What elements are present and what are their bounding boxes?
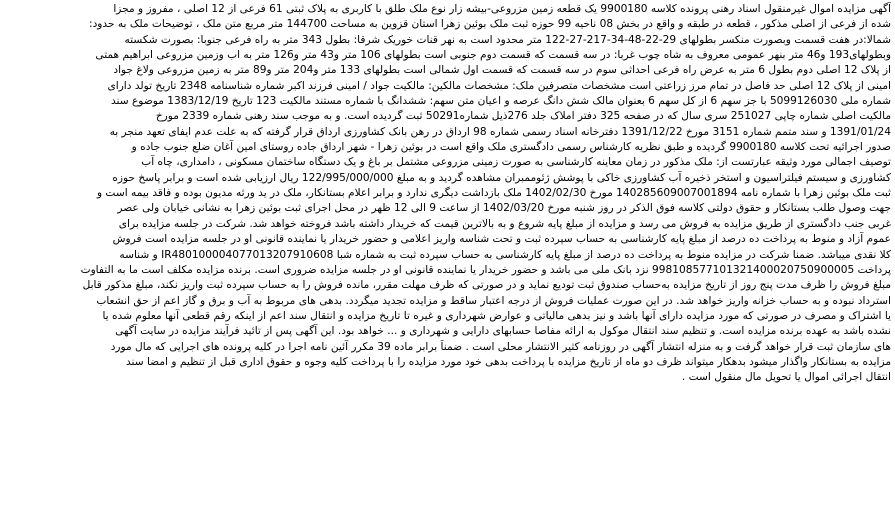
notice-line-18: پرداخت 998108577101321400020750900005 نزد بانک ملی می باشد و حضور خریدار یا نماینده قانونی او در جلسه مزایده ضروری است. برنده مزایده مکلف است ما به التفاوت xyxy=(80,263,891,276)
notice-line-13: ثبت ملک بوئین زهرا با شماره نامه 140285609007001894 مورخ 1402/02/30 ملک بازداشت دیگری ندارد و برابر اعلام بستانکار، ملک در ید ورثه مدیون بوده و فاقد بیمه است و xyxy=(96,187,891,200)
notice-line-23: های سازمان ثبت قرار خواهد گرفت و به منزله انتشار آگهی در روزنامه کثیر الانتشار محلی است . ضمناً برابر ماده 39 مکرر آئین نامه اجرا در کلیه پرونده های اجرایی که مال مورد xyxy=(110,340,891,353)
notice-line-3: شمالا:در هفت قسمت وبصورت منکسر بطولهای 29-22-48-34-217-27-122 متر محدود است به نهر قنات خوریک شرقا: بطول 343 متر به راه فرعی جنوبا: بصورت شکسته xyxy=(124,33,891,46)
notice-line-10: صدور اجرائیه تحت کلاسه 9900180 گردیده و طبق نظریه کارشناس رسمی دادگستری ملک واقع است در بوئین زهرا - شهر ارداق جاده روستای امین آغان ضلع جنوب جاده و xyxy=(131,141,891,154)
notice-line-22: نشده باشد به عهده برنده مزایده است. و تنظیم سند انتقال موکول به ارائه مفاصا حسابهای دارایی و شهرداری و ... خواهد بود. این آگهی پس از تائید فرآیند مزایده در سایت آگهی xyxy=(115,325,891,338)
notice-line-24: مزایده به بستانکار واگذار میشود بدهکار میتواند ظرف دو ماه از تاریخ مزایده با پرداخت بدهی خود مورد مزایده را با پرداخت کلیه وجوه و حقوق اداری قبل از تنظیم و امضا سند xyxy=(125,355,891,368)
notice-line-7: شماره ملی 5099126030 با جز سهم 6 از کل سهم 6 بعنوان مالک شش دانگ عرصه و اعیان متن سهم: ششدانگ با شماره مستند مالکیت 123 تاریخ 1383/12/19 موضوع سند xyxy=(110,95,891,108)
notice-line-9: 1391/01/24 و سند متمم شماره 3151 مورخ 1391/12/22 دفترخانه اسناد رسمی شماره 98 ارداق در رهن بانک کشاورزی ارداق قرار گرفته که به علت عدم ایفای تعهد منجر به xyxy=(109,125,891,138)
notice-line-4: وبطولهای193 و46 متر بنهر عمومی معروف به شاه چوب غربا: در سه قسمت که قسمت دوم جنوبی است بطولهای 106 متر و43 متر و126 متر به اب وزمین مزروعی ابراهیم همتی xyxy=(95,49,891,62)
notice-line-6: امینی از پلاک 12 اصلی حد فاصل در تمام مرز زراعتی است مشخصات متصرفین ملک: مشخصات مالکین: مالکیت جواد / امینی فرزند اکبر شماره شناسنامه 2348 تاریخ تولد دارای xyxy=(107,79,891,92)
notice-line-16: عموم آزاد و منوط به پرداخت ده درصد از مبلغ پایه کارشناسی به حساب سپرده ثبت و تحت شناسه واریز اعلامی و حضور خریدار یا نماینده قانونی او در جلسه مزایده است فروش xyxy=(112,233,891,246)
notice-line-20: استرداد نبوده و به حساب خزانه واریز خواهد شد. در این صورت عملیات فروش از درجه اعتبار ساقط و مزایده تجدید میگردد. بدهی های مربوط به آب و برق و گاز اعم از حق انشعاب xyxy=(96,294,891,307)
notice-line-12: کشاورزی و سیستم فیلتراسیون و استخر ذخیره آب کشاورزی خاکی با پوشش ژئوممبران مشاهده گردید و به مبلغ 122/995/000/000 ریال ارزیابی شده است و برابر پاسخ حوزه xyxy=(112,171,891,184)
notice-line-1: آگهی مزایده اموال غیرمنقول اسناد رهنی پرونده کلاسه 9900180 یک قطعه زمین مزروعی-بیشه زار نوع ملک طلق با کاربری به پلاک ثبتی 61 فرعی از 12 اصلی ، مفروز و مجزا xyxy=(113,3,891,15)
notice-line-17: کلا نقدی میباشد. ضمنا شرکت در مزایده منوط به پرداخت ده درصد از مبلغ پایه کارشناسی به حساب سپرده ثبت به شماره شبا IR480100004077013207910608 و شناسه xyxy=(119,248,891,261)
notice-line-11: توصیف اجمالی مورد وثیقه عبارتست از: ملک مذکور در زمان معاینه کارشناسی به صورت زمینی مزروعی مشتمل بر باغ و یک دستگاه ساختمان مسکونی ، دامداری، چاه آب xyxy=(141,156,891,169)
notice-line-5: از پلاک 12 اصلی دوم بطول 6 متر به عرض راه فرعی احداثی سوم در سه قسمت که قسمت اول شمالی است بطولهای 133 متر و204 متر و89 متر به زمین مزروعی ولاغ جواد xyxy=(113,64,891,77)
notice-line-21: یا اشتراک و مصرف در صورتی که مورد مزایده دارای آنها باشد و نیز بدهی مالیاتی و عوارض شهرداری و غیره تا تاریخ مزایده و انتقال سند اعم از اینکه رقم قطعی آنها معلوم شده یا xyxy=(102,309,891,322)
notice-line-15: غربی جنب دادگستری از طریق مزایده به فروش می رسد و مزایده از مبلغ پایه شروع و به بالاترین قیمت که خریدار داشته باشد فروخته خواهد شد. شرکت در جلسه مزایده برای xyxy=(118,217,891,230)
notice-line-25: انتقال اجرائی اموال یا تحویل مال منقول است . xyxy=(681,371,891,384)
notice-line-19: مبلغ فروش را ظرف مدت پنج روز از تاریخ مزایده به‌حساب صندوق ثبت تودیع نماید و در صورتی که ظرف مهلت مقرر، مانده فروش را به حساب سپرده ثبت واریز نکند، مبلغ مذکور قابل xyxy=(82,279,891,292)
notice-line-2: شده از فرعی از اصلی مذکور ، قطعه در طبقه و واقع در بخش 08 ناحیه 99 حوزه ثبت ملک بوئین زهرا استان قزوین به مساحت 144700 متر مربع متن ملک ، توضیحات ملک به حدود: xyxy=(89,18,891,31)
notice-line-14: جهت وصول طلب بستانکار و حقوق دولتی کلاسه فوق الذکر در روز شنبه مورخ 1402/03/20 از ساعت 9 الی 12 ظهر در محل اجرای ثبت بوئین زهرا به نشانی خیابان ولی عصر xyxy=(117,202,891,215)
notice-line-8: مالکیت اصلی شماره چاپی 251027 سری سال که در صفحه 325 دفتر املاک جلد 276ذیل شماره50291 ثبت گردیده است. و به موجب سند رهنی شماره 2339 مورخ xyxy=(155,110,891,123)
